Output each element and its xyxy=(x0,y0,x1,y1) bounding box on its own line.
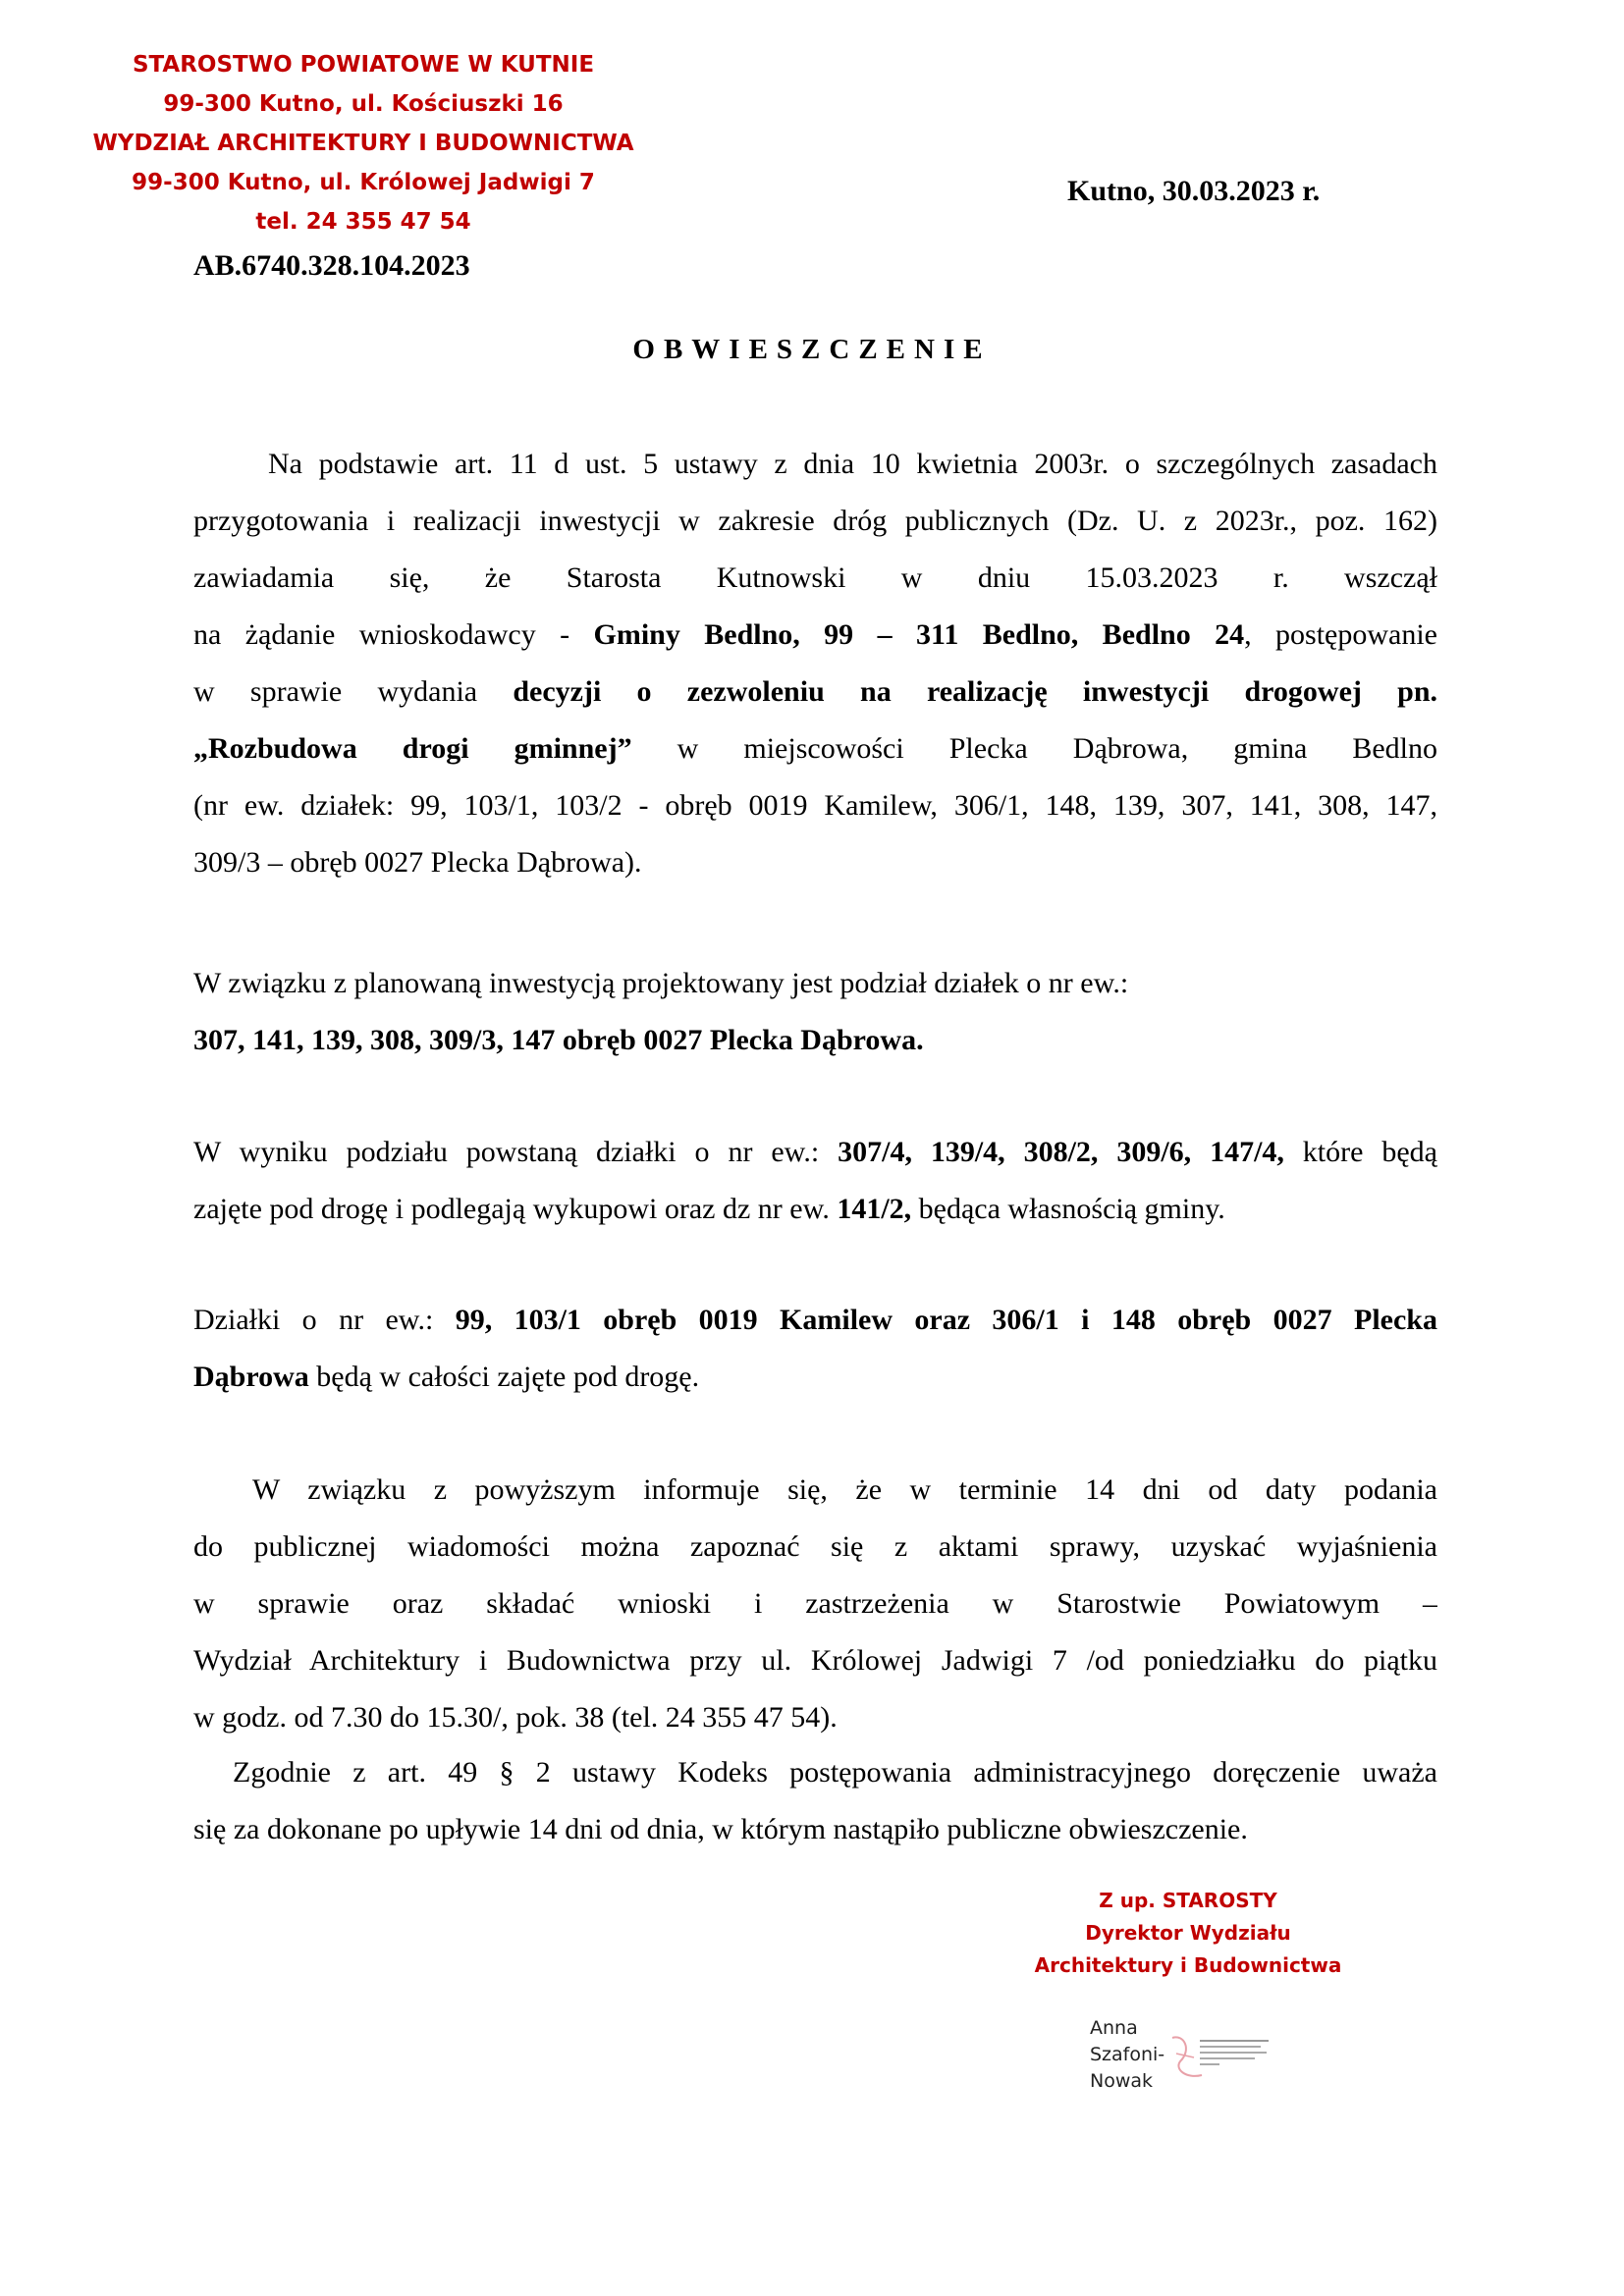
text-line: przygotowania i realizacji inwestycji w zakresie dróg publicznych (Dz. U. z 2023r., poz. 162) xyxy=(193,505,1437,537)
case-number: AB.6740.328.104.2023 xyxy=(193,249,470,282)
text-line: W związku z powyższym informuje się, że w terminie 14 dni od daty podania xyxy=(252,1473,1437,1506)
text-line: Zgodnie z art. 49 § 2 ustawy Kodeks postępowania administracyjnego doręczenie uważa xyxy=(233,1756,1437,1789)
text-line: w sprawie oraz składać wnioski i zastrzeżenia w Starostwie Powiatowym – xyxy=(193,1587,1437,1620)
text-line: Dąbrowa będą w całości zajęte pod drogę. xyxy=(193,1361,700,1393)
text-line: zajęte pod drogę i podlegają wykupowi oraz dz nr ew. 141/2, będąca własnością gminy. xyxy=(193,1193,1225,1225)
applicant-name: Gminy Bedlno, 99 – 311 Bedlno, Bedlno 24 xyxy=(593,618,1245,651)
text-line: na żądanie wnioskodawcy - Gminy Bedlno, 99 – 311 Bedlno, Bedlno 24, postępowanie xyxy=(193,618,1437,651)
signature-authority: Z up. STAROSTY xyxy=(1099,1889,1277,1912)
office-address: 99-300 Kutno, ul. Kościuszki 16 xyxy=(163,91,564,117)
text-line: Na podstawie art. 11 d ust. 5 ustawy z dnia 10 kwietnia 2003r. o szczególnych zasadach xyxy=(268,448,1437,480)
document-title: OBWIESZCZENIE xyxy=(632,334,992,365)
department-address: 99-300 Kutno, ul. Królowej Jadwigi 7 xyxy=(132,170,595,195)
electronic-signature-stamp-icon xyxy=(1166,2032,1274,2087)
text-line: (nr ew. działek: 99, 103/1, 103/2 - obręb 0019 Kamilew, 306/1, 148, 139, 307, 141, 308, 147, xyxy=(193,789,1437,822)
paragraph-full-plots xyxy=(193,1292,1437,1406)
department-phone: tel. 24 355 47 54 xyxy=(255,209,471,235)
text-line: do publicznej wiadomości można zapoznać się z aktami sprawy, uzyskać wyjaśnienia xyxy=(193,1530,1437,1563)
paragraph-division xyxy=(193,955,1437,1069)
text-line: „Rozbudowa drogi gminnej” w miejscowości Plecka Dąbrowa, gmina Bedlno xyxy=(193,732,1437,765)
paragraph-legal-basis xyxy=(193,436,1437,891)
office-name: STAROSTWO POWIATOWE W KUTNIE xyxy=(132,52,595,78)
investment-name: „Rozbudowa drogi gminnej” xyxy=(193,732,632,765)
text-line: zawiadamia się, że Starosta Kutnowski w dniu 15.03.2023 r. wszczął xyxy=(193,561,1437,594)
department-name: WYDZIAŁ ARCHITEKTURY I BUDOWNICTWA xyxy=(92,131,634,156)
text-line: 307, 141, 139, 308, 309/3, 147 obręb 0027 Plecka Dąbrowa. xyxy=(193,1024,924,1056)
paragraph-delivery xyxy=(193,1744,1437,1858)
full-plot-numbers: 99, 103/1 obręb 0019 Kamilew oraz 306/1 i 148 obręb 0027 Plecka xyxy=(455,1304,1437,1336)
text-line: Wydział Architektury i Budownictwa przy ul. Królowej Jadwigi 7 /od poniedziałku do piątku xyxy=(193,1644,1437,1677)
signature-role: Dyrektor Wydziału xyxy=(1085,1921,1291,1945)
text-line: w godz. od 7.30 do 15.30/, pok. 38 (tel. 24 355 47 54). xyxy=(193,1701,838,1734)
text-line: W wyniku podziału powstaną działki o nr ew.: 307/4, 139/4, 308/2, 309/6, 147/4, które będą xyxy=(193,1136,1437,1168)
signer-name: Anna Szafoni- Nowak xyxy=(1090,2017,1165,2092)
text-line: Działki o nr ew.: 99, 103/1 obręb 0019 Kamilew oraz 306/1 i 148 obręb 0027 Plecka xyxy=(193,1304,1437,1336)
place-date: Kutno, 30.03.2023 r. xyxy=(1067,175,1321,207)
new-plot-numbers: 307/4, 139/4, 308/2, 309/6, 147/4, xyxy=(838,1136,1284,1168)
paragraph-information xyxy=(193,1462,1437,1746)
office-header xyxy=(59,45,668,241)
text-line: się za dokonane po upływie 14 dni od dnia, w którym nastąpiło publiczne obwieszczenie. xyxy=(193,1813,1248,1845)
signature-department: Architektury i Budownictwa xyxy=(1034,1953,1342,1977)
decision-type: decyzji o zezwoleniu na realizację inwestycji drogowej pn. xyxy=(513,675,1437,708)
text-line: W związku z planowaną inwestycją projektowany jest podział działek o nr ew.: xyxy=(193,967,1129,999)
text-line: w sprawie wydania decyzji o zezwoleniu na realizację inwestycji drogowej pn. xyxy=(193,675,1437,708)
paragraph-new-plots xyxy=(193,1124,1437,1238)
municipal-plot-number: 141/2, xyxy=(837,1193,912,1225)
text-line: 309/3 – obręb 0027 Plecka Dąbrowa). xyxy=(193,846,642,879)
signature-block xyxy=(1001,1885,1375,1982)
